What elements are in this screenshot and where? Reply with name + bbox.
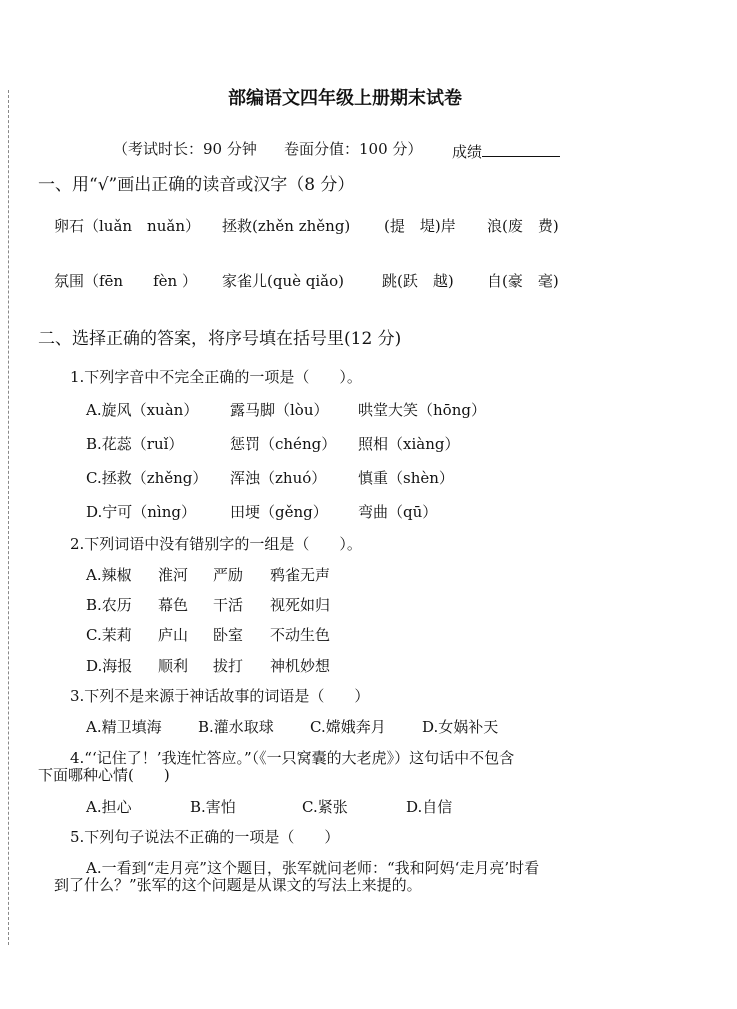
q2-b-1: B.农历 bbox=[86, 596, 132, 614]
q3-option-a: A.精卫填海 bbox=[86, 718, 162, 736]
q1-d-2: 田埂（gěng） bbox=[230, 503, 328, 521]
grade-blank[interactable] bbox=[482, 142, 560, 157]
exam-time: （考试时长：90 分钟 bbox=[113, 140, 257, 158]
q4-option-c: C.紧张 bbox=[302, 798, 348, 816]
s1-item-5: 氛围（fēn fèn ） bbox=[54, 272, 197, 290]
exam-title: 部编语文四年级上册期末试卷 bbox=[228, 88, 462, 109]
q1-c-3: 慎重（shèn） bbox=[358, 469, 454, 487]
q2-c-2: 庐山 bbox=[158, 626, 189, 644]
exam-total-score: 卷面分值：100 分） bbox=[284, 140, 423, 158]
q1-stem: 1.下列字音中不完全正确的一项是（ ）。 bbox=[70, 368, 362, 386]
q2-d-1: D.海报 bbox=[86, 657, 133, 675]
section1-heading: 一、用“√”画出正确的读音或汉字（8 分） bbox=[38, 175, 355, 195]
q4-stem-line1: 4.“‘记住了！’我连忙答应。”（《一只窝囊的大老虎》）这句话中不包含 bbox=[70, 749, 515, 767]
grade-field bbox=[452, 142, 560, 160]
q2-d-2: 顺利 bbox=[158, 657, 189, 675]
q5-a-line2: 到了什么？”张军的这个问题是从课文的写法上来提的。 bbox=[54, 876, 422, 894]
q4-option-a: A.担心 bbox=[86, 798, 132, 816]
q1-c-2: 浑浊（zhuó） bbox=[230, 469, 327, 487]
q2-a-4: 鸦雀无声 bbox=[270, 566, 331, 584]
s1-item-3: (提 堤)岸 bbox=[384, 217, 456, 235]
q4-option-d: D.自信 bbox=[406, 798, 453, 816]
q3-option-c: C.嫦娥奔月 bbox=[310, 718, 386, 736]
grade-label: 成绩 bbox=[452, 143, 483, 161]
q1-c-1: C.拯救（zhěng） bbox=[86, 469, 208, 487]
q2-b-4: 视死如归 bbox=[270, 596, 331, 614]
s1-item-7: 跳(跃 越) bbox=[382, 272, 454, 290]
s1-item-4: 浪(废 费) bbox=[487, 217, 559, 235]
q2-c-3: 卧室 bbox=[213, 626, 244, 644]
q2-a-3: 严励 bbox=[213, 566, 244, 584]
q3-option-d: D.女娲补天 bbox=[422, 718, 499, 736]
q1-a-1: A.旋风（xuàn） bbox=[86, 401, 199, 419]
q2-c-4: 不动生色 bbox=[270, 626, 331, 644]
q3-option-b: B.灌水取球 bbox=[198, 718, 274, 736]
q4-stem-line2: 下面哪种心情( ) bbox=[38, 766, 170, 784]
section2-heading: 二、选择正确的答案，将序号填在括号里(12 分) bbox=[38, 329, 402, 349]
q1-d-3: 弯曲（qū） bbox=[358, 503, 438, 521]
q5-stem: 5.下列句子说法不正确的一项是（ ） bbox=[70, 828, 340, 846]
q1-d-1: D.宁可（nìng） bbox=[86, 503, 196, 521]
q2-d-4: 神机妙想 bbox=[270, 657, 331, 675]
q2-d-3: 拔打 bbox=[213, 657, 244, 675]
s1-item-1: 卵石（luǎn nuǎn） bbox=[54, 217, 200, 235]
s1-item-2: 拯救(zhěn zhěng) bbox=[222, 217, 351, 235]
q2-a-1: A.辣椒 bbox=[86, 566, 132, 584]
binding-margin-line bbox=[8, 90, 9, 945]
q1-a-3: 哄堂大笑（hōng） bbox=[358, 401, 486, 419]
s1-item-6: 家雀儿(què qiǎo) bbox=[222, 272, 344, 290]
q5-a-line1: A.一看到“走月亮”这个题目，张军就问老师：“我和阿妈‘走月亮’时看 bbox=[86, 859, 540, 877]
q2-b-3: 干活 bbox=[213, 596, 244, 614]
q3-stem: 3.下列不是来源于神话故事的词语是（ ） bbox=[70, 687, 370, 705]
q2-b-2: 幕色 bbox=[158, 596, 189, 614]
q2-stem: 2.下列词语中没有错别字的一组是（ ）。 bbox=[70, 535, 362, 553]
s1-item-8: 自(豪 毫) bbox=[487, 272, 559, 290]
q1-b-1: B.花蕊（ruǐ） bbox=[86, 435, 184, 453]
q1-b-3: 照相（xiàng） bbox=[358, 435, 460, 453]
q1-a-2: 露马脚（lòu） bbox=[230, 401, 329, 419]
q4-option-b: B.害怕 bbox=[190, 798, 236, 816]
q2-a-2: 淮河 bbox=[158, 566, 189, 584]
q2-c-1: C.茉莉 bbox=[86, 626, 132, 644]
q1-b-2: 惩罚（chéng） bbox=[230, 435, 337, 453]
